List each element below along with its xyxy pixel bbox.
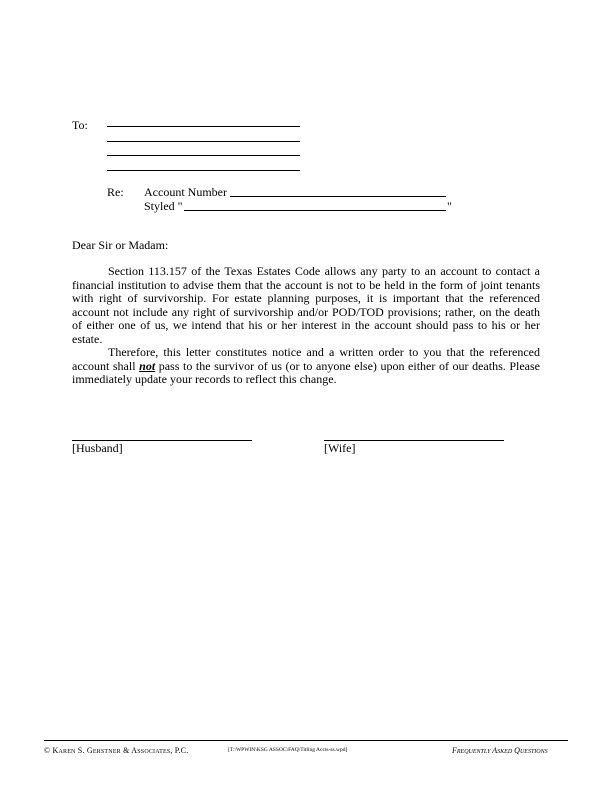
footer-faq (452, 746, 548, 755)
styled-field[interactable] (184, 210, 446, 211)
footer-file-path: [T:\WPWIN\KSG ASSOC\FAQ\Titling Accts-ss.wpd] (228, 747, 348, 753)
to-address-line-4[interactable] (107, 170, 300, 171)
footer-rule (44, 740, 568, 741)
to-label: To: (72, 118, 88, 132)
husband-label: [Husband] (72, 441, 123, 455)
paragraph-notice-after: pass to the survivor of us (or to anyone else) upon either of our deaths. Please immediately update your records to reflect this change. (72, 358, 540, 386)
to-address-line-3[interactable] (107, 155, 300, 156)
account-number-label: Account Number (144, 185, 227, 199)
paragraph-section-113157: Section 113.157 of the Texas Estates Code allows any party to an account to contact a financial institution to advise them that the account is not to be held in the form of joint tenants with right of survivorship. For estate planning purposes, it is important that the referenced account not include any right of survivorship and/or POD/TOD provisions; rather, on the death of either one of us, we intend that his or her interest in the account should pass to his or her estate. (72, 264, 540, 346)
styled-close-quote: " (447, 199, 452, 213)
paragraph-notice-before: Therefore, this letter constitutes notice and a written order to you that the referenced account shall (72, 345, 540, 373)
paragraph-notice (72, 346, 540, 387)
to-address-line-2[interactable] (107, 141, 300, 142)
account-number-field[interactable] (230, 196, 446, 197)
salutation: Dear Sir or Madam: (72, 238, 169, 252)
to-address-line-1[interactable] (107, 126, 300, 127)
emphasis-not: not (139, 358, 156, 373)
footer-copyright: © Karen S. Gerstner & Associates, P.C. (44, 746, 189, 755)
styled-label: Styled " (144, 199, 183, 213)
re-label: Re: (107, 185, 124, 199)
footer-faq-text: Frequently Asked Questions (452, 746, 548, 755)
wife-label: [Wife] (324, 441, 356, 455)
